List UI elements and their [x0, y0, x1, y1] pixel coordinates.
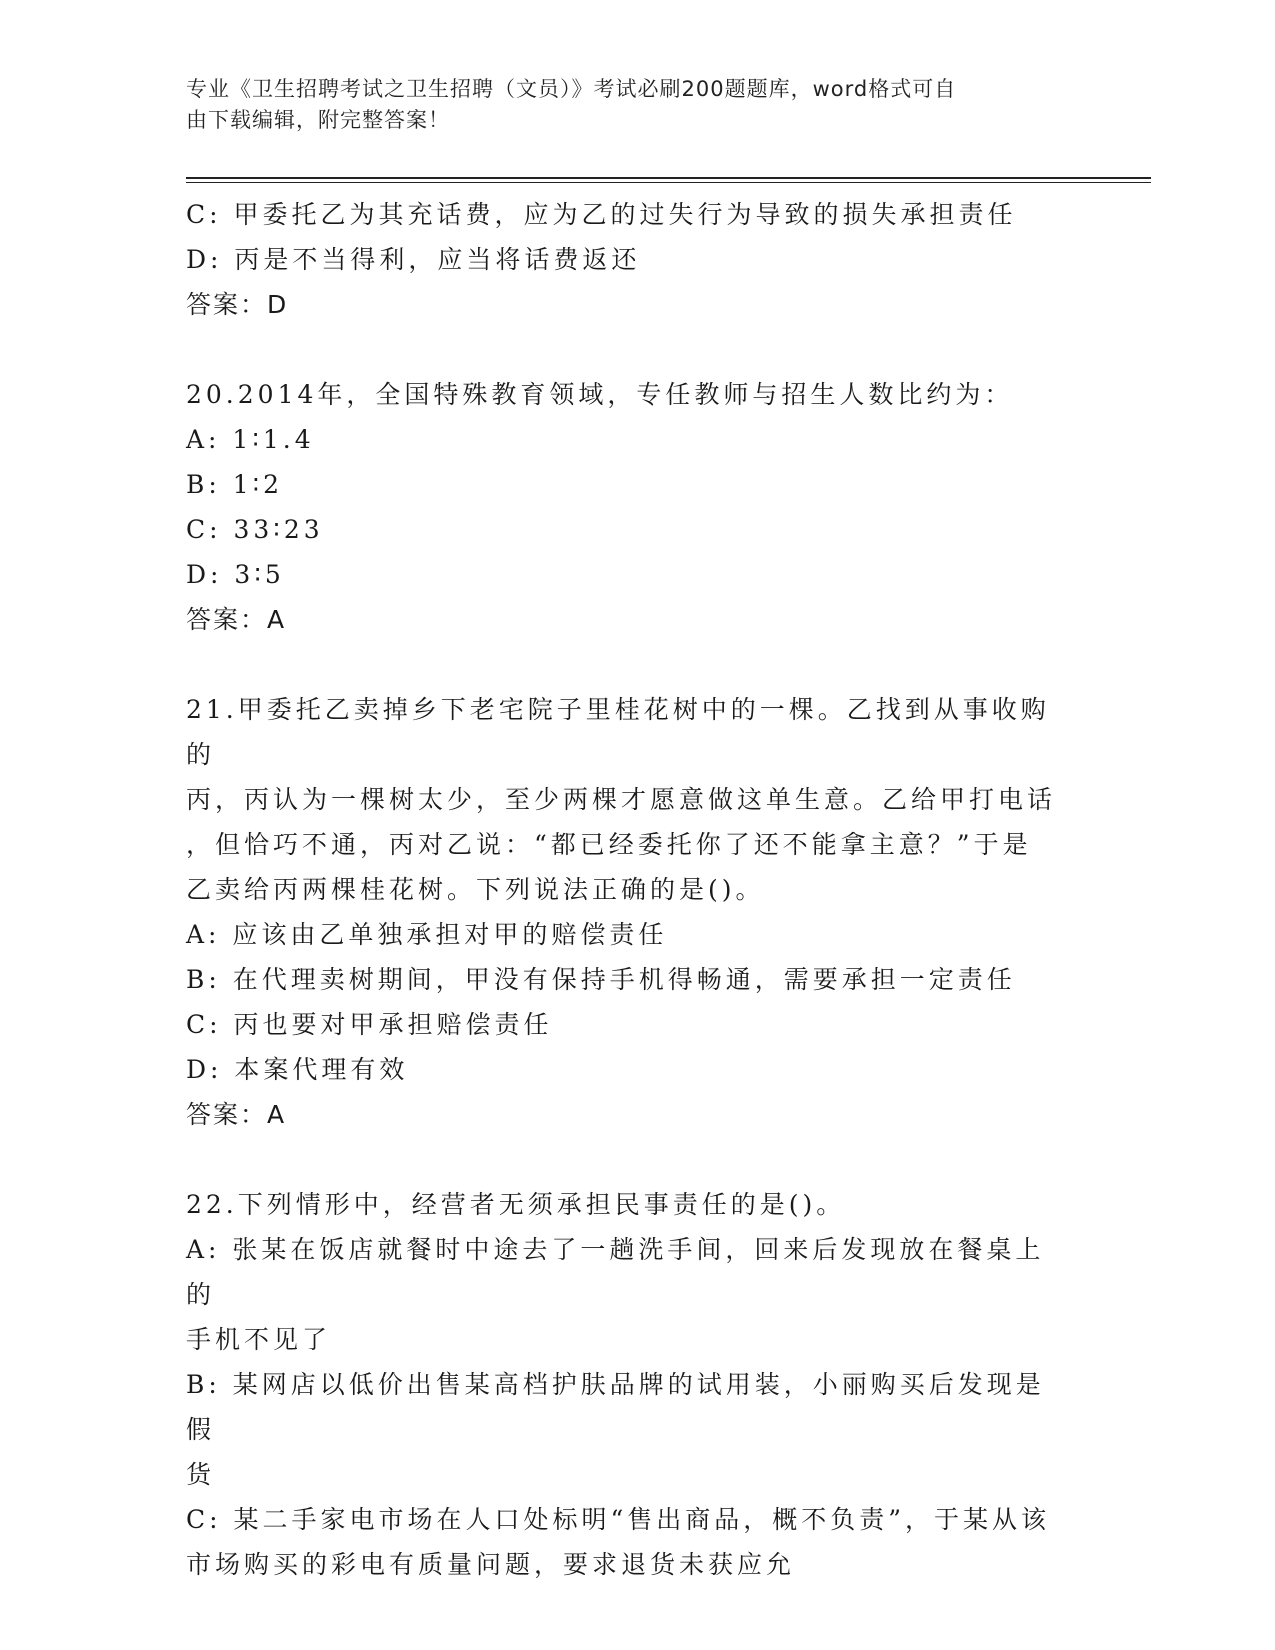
q21-stem-line-1: 21.甲委托乙卖掉乡下老宅院子里桂花树中的一棵。乙找到从事收购的: [186, 695, 1050, 769]
spacer: [186, 642, 1066, 687]
q21-stem-line-2: 丙，丙认为一棵树太少，至少两棵才愿意做这单生意。乙给甲打电话: [186, 785, 1057, 814]
q19-option-d: D: 丙是不当得利，应当将话费返还: [186, 245, 641, 274]
q21-stem-line-4: 乙卖给丙两棵桂花树。下列说法正确的是()。: [186, 875, 765, 904]
q21-option-a: A: 应该由乙单独承担对甲的赔偿责任: [186, 920, 668, 949]
question-21: [186, 687, 1066, 1137]
q21-stem-line-3: ，但恰巧不通，丙对乙说：“都已经委托你了还不能拿主意？”于是: [186, 830, 1032, 859]
q20-option-d: D: 3∶5: [186, 560, 285, 589]
header-divider-thin: [186, 182, 1151, 183]
q20-option-b: B: 1∶2: [186, 470, 284, 499]
q21-option-c: C: 丙也要对甲承担赔偿责任: [186, 1010, 553, 1039]
q20-option-c: C: 33∶23: [186, 515, 324, 544]
q21-option-d: D: 本案代理有效: [186, 1055, 409, 1084]
question-20: [186, 372, 1066, 642]
q22-option-a-line-1: A: 张某在饭店就餐时中途去了一趟洗手间，回来后发现放在餐桌上的: [186, 1235, 1045, 1309]
q22-option-c-line-1: C: 某二手家电市场在人口处标明“售出商品，概不负责”，于某从该: [186, 1505, 1051, 1534]
q20-answer: 答案：A: [186, 605, 287, 634]
spacer: [186, 327, 1066, 372]
question-content: [186, 192, 1066, 1587]
q22-option-b-line-1: B: 某网店以低价出售某高档护肤品牌的试用装，小丽购买后发现是假: [186, 1370, 1045, 1444]
q19-option-c: C: 甲委托乙为其充话费，应为乙的过失行为导致的损失承担责任: [186, 200, 1017, 229]
q21-answer: 答案：A: [186, 1100, 287, 1129]
q22-option-a-line-2: 手机不见了: [186, 1325, 332, 1354]
q19-answer: 答案：D: [186, 290, 289, 319]
question-22: [186, 1182, 1066, 1587]
question-19-tail: [186, 192, 1066, 327]
spacer: [186, 1137, 1066, 1182]
header-divider-thick: [186, 177, 1151, 179]
q21-option-b: B: 在代理卖树期间，甲没有保持手机得畅通，需要承担一定责任: [186, 965, 1016, 994]
q22-option-c-line-2: 市场购买的彩电有质量问题，要求退货未获应允: [186, 1550, 796, 1579]
q22-stem: 22.下列情形中，经营者无须承担民事责任的是()。: [186, 1190, 846, 1219]
header-line-2: 由下载编辑，附完整答案！: [186, 108, 450, 132]
q20-option-a: A: 1∶1.4: [186, 425, 315, 454]
page-header: [186, 74, 1066, 136]
header-line-1: 专业《卫生招聘考试之卫生招聘（文员）》考试必刷200题题库，word格式可自: [186, 77, 957, 101]
q22-option-b-line-2: 货: [186, 1460, 216, 1489]
q20-stem: 20.2014年，全国特殊教育领域，专任教师与招生人数比约为：: [186, 380, 1014, 409]
